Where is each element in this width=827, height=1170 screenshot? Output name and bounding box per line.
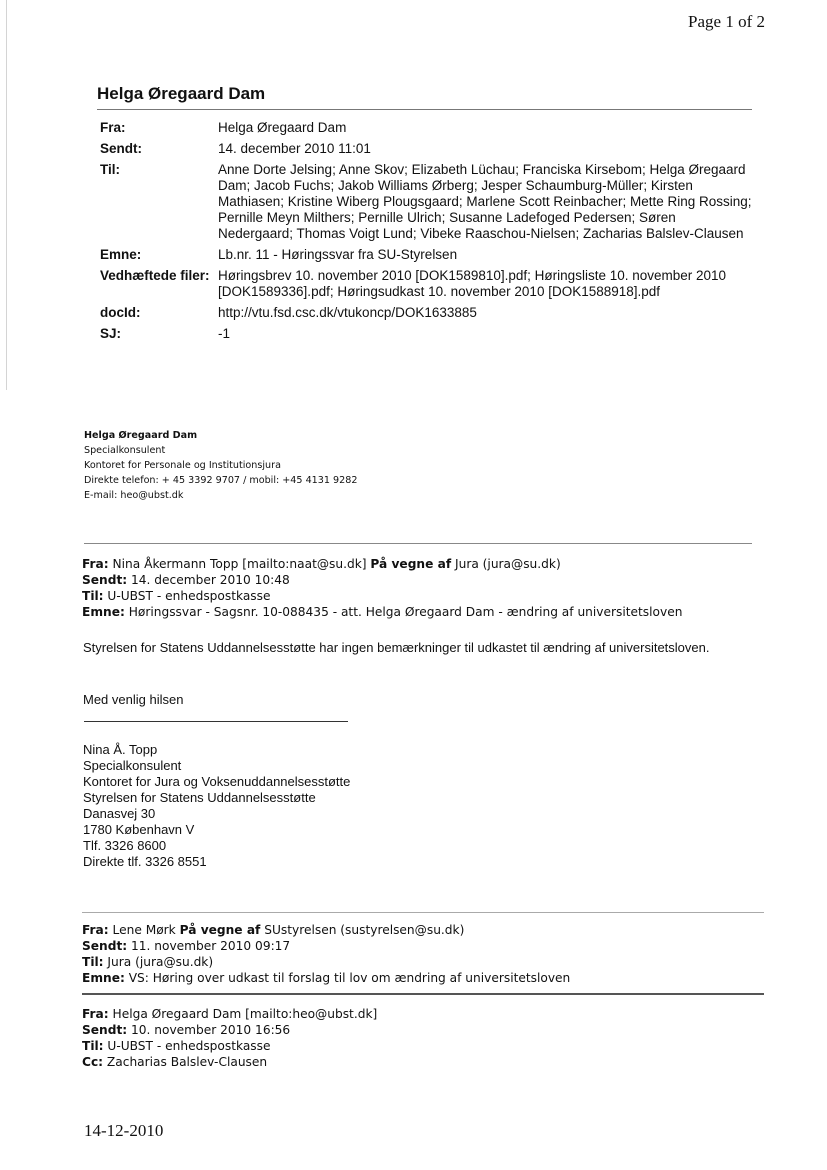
header-value: Høringsbrev 10. november 2010 [DOK1589810].pdf; Høringsliste 10. november 2010 [DOK1589336].pdf; Høringsudkast 10. november 2010 [DOK1588918].pdf — [218, 268, 727, 299]
header-row-sendt — [100, 141, 752, 157]
header-value: Helga Øregaard Dam — [218, 120, 347, 135]
header-row-attachments — [100, 268, 752, 300]
emne-value: VS: Høring over udkast til forslag til lov om ændring af universitetsloven — [128, 971, 571, 985]
closing-text: Med venlig hilsen — [83, 692, 184, 707]
cc-value: Zacharias Balslev-Clausen — [106, 1055, 268, 1069]
forwarded-header-2 — [82, 922, 570, 986]
header-label: Vedhæftede filer: — [100, 268, 210, 283]
emne-value: Høringssvar - Sagsnr. 10-088435 - att. Helga Øregaard Dam - ændring af universitetsloven — [128, 605, 683, 619]
behalf-label: På vegne af — [370, 557, 452, 571]
message-divider — [84, 543, 752, 544]
header-label: Til: — [100, 162, 120, 177]
fra-value: Nina Åkermann Topp [mailto:naat@su.dk] — [112, 557, 367, 571]
fra-label: Fra: — [82, 923, 109, 937]
behalf-value: SUstyrelsen (sustyrelsen@su.dk) — [264, 923, 465, 937]
sendt-label: Sendt: — [82, 939, 128, 953]
behalf-value: Jura (jura@su.dk) — [455, 557, 561, 571]
sendt-value: 14. december 2010 10:48 — [131, 573, 290, 587]
signature-block-2 — [83, 742, 350, 870]
message-divider — [82, 912, 764, 913]
sendt-label: Sendt: — [82, 1023, 128, 1037]
signature-phone: Direkte telefon: + 45 3392 9707 / mobil: +45 4131 9282 — [84, 475, 358, 486]
header-value: -1 — [218, 326, 231, 341]
signature-block-1 — [84, 428, 357, 503]
header-value: Anne Dorte Jelsing; Anne Skov; Elizabeth Lüchau; Franciska Kirsebom; Helga Øregaard Dam; Jacob Fuchs; Jakob Williams Ørberg; Jesper Schaumburg-Müller; Kirsten Mathiasen; Kristine Wiberg Plougsgaard; Marlene Scott Reinbacher; Mette Ring Rossing; Pernille Meyn Milthers; Pernille Ulrich; Susanne Ladefoged Pedersen; Søren Nedergaard; Thomas Voigt Lund; Vibeke Raaschou-Nielsen; Zacharias Balslev-Clausen — [218, 162, 752, 241]
fra-label: Fra: — [82, 1007, 109, 1021]
footer-date: 14-12-2010 — [84, 1121, 164, 1140]
fra-value: Lene Mørk — [112, 923, 176, 937]
til-value: U-UBST - enhedspostkasse — [107, 1039, 271, 1053]
header-value: http://vtu.fsd.csc.dk/vtukoncp/DOK1633885 — [218, 305, 477, 320]
fra-value: Helga Øregaard Dam [mailto:heo@ubst.dk] — [112, 1007, 378, 1021]
signature-line: Danasvej 30 — [83, 806, 156, 821]
til-label: Til: — [82, 1039, 104, 1053]
message-divider — [82, 993, 764, 995]
header-label: docId: — [100, 305, 141, 320]
title-divider — [97, 109, 752, 110]
behalf-label: På vegne af — [179, 923, 261, 937]
header-value: Lb.nr. 11 - Høringssvar fra SU-Styrelsen — [218, 247, 458, 262]
signature-office: Kontoret for Personale og Institutionsjura — [84, 460, 281, 471]
forwarded-header-1 — [82, 556, 682, 620]
sender-title: Helga Øregaard Dam — [97, 84, 266, 103]
header-label: Emne: — [100, 247, 142, 262]
header-label: SJ: — [100, 326, 122, 341]
emne-label: Emne: — [82, 605, 125, 619]
signature-line: Specialkonsulent — [83, 758, 182, 773]
email-header-table — [100, 120, 752, 347]
sendt-label: Sendt: — [82, 573, 128, 587]
sendt-value: 11. november 2010 09:17 — [131, 939, 291, 953]
til-label: Til: — [82, 589, 104, 603]
emne-label: Emne: — [82, 971, 125, 985]
til-label: Til: — [82, 955, 104, 969]
signature-line: Tlf. 3326 8600 — [83, 838, 167, 853]
signature-line: Nina Å. Topp — [83, 742, 158, 757]
header-row-docid — [100, 305, 752, 321]
signature-line: Styrelsen for Statens Uddannelsesstøtte — [83, 790, 316, 805]
header-label: Fra: — [100, 120, 126, 135]
signature-line: 1780 København V — [83, 822, 195, 837]
til-value: U-UBST - enhedspostkasse — [107, 589, 271, 603]
header-row-sj — [100, 326, 752, 342]
page-number: Page 1 of 2 — [688, 12, 765, 31]
signature-email: E-mail: heo@ubst.dk — [84, 490, 184, 501]
cc-label: Cc: — [82, 1055, 104, 1069]
body-text: Styrelsen for Statens Uddannelsesstøtte har ingen bemærkninger til udkastet til ændring af universitetsloven. — [83, 640, 710, 655]
fra-label: Fra: — [82, 557, 109, 571]
signature-name: Helga Øregaard Dam — [84, 430, 198, 441]
forwarded-header-3 — [82, 1006, 377, 1070]
header-row-til — [100, 162, 752, 242]
signature-line: Direkte tlf. 3326 8551 — [83, 854, 207, 869]
signature-line: Kontoret for Jura og Voksenuddannelsesstøtte — [83, 774, 351, 789]
signature-role: Specialkonsulent — [84, 445, 166, 456]
header-value: 14. december 2010 11:01 — [218, 141, 371, 156]
header-row-fra — [100, 120, 752, 136]
header-label: Sendt: — [100, 141, 142, 156]
til-value: Jura (jura@su.dk) — [107, 955, 214, 969]
scan-edge-line — [6, 0, 7, 390]
header-row-emne — [100, 247, 752, 263]
sendt-value: 10. november 2010 16:56 — [131, 1023, 291, 1037]
signature-divider — [84, 721, 348, 722]
